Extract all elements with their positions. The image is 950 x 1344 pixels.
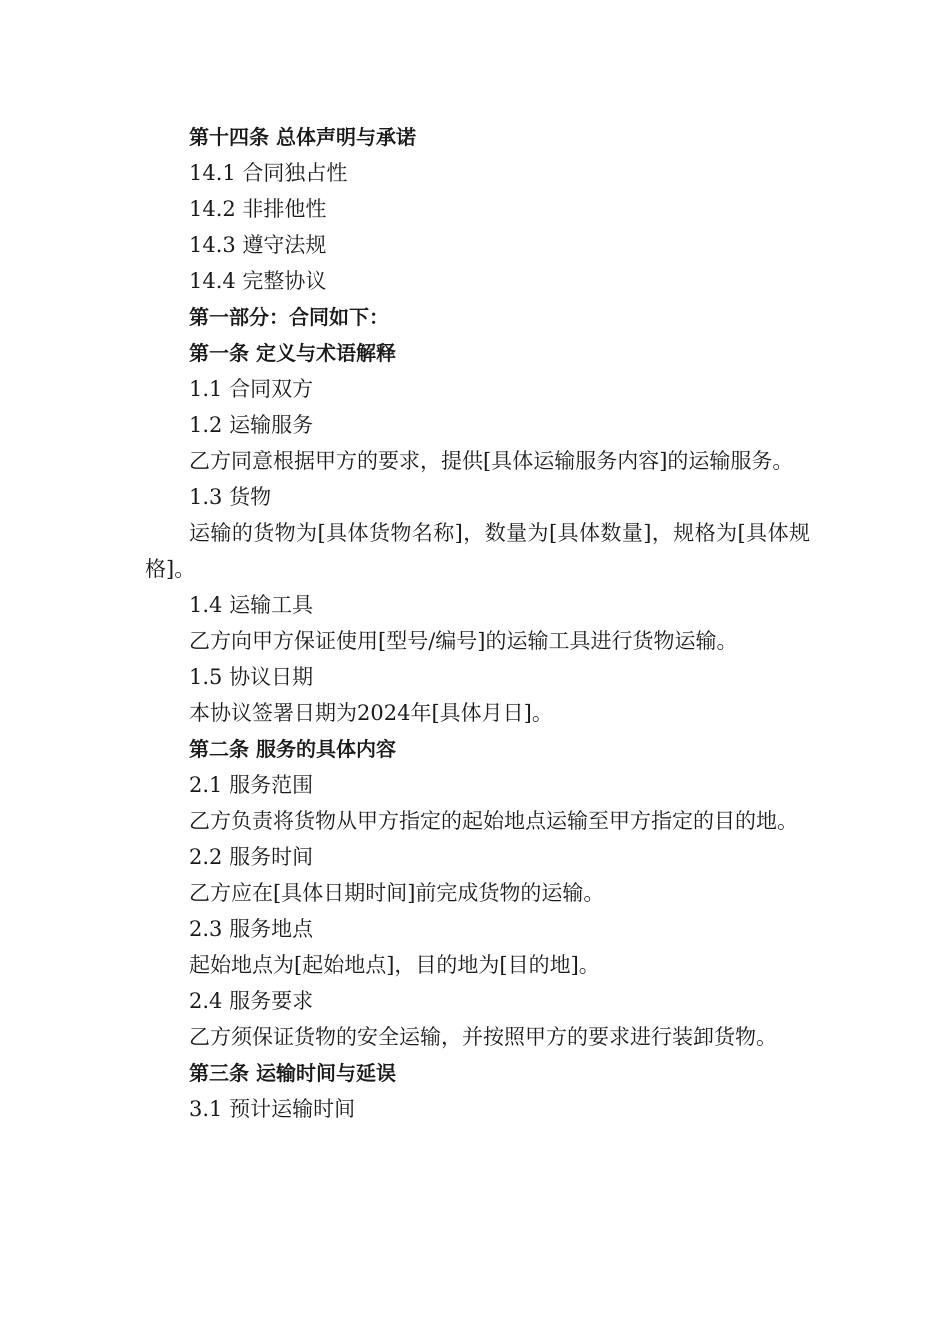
clause-item: 2.3 服务地点: [189, 917, 314, 941]
section-heading: 第一条 定义与术语解释: [189, 341, 396, 365]
clause-item: 14.2 非排他性: [189, 197, 327, 221]
clause-item: 2.4 服务要求: [189, 989, 314, 1013]
section-heading: 第三条 运输时间与延误: [189, 1061, 396, 1085]
clause-text: 乙方须保证货物的安全运输，并按照甲方的要求进行装卸货物。: [189, 1025, 777, 1049]
document-body: [145, 119, 810, 1127]
clause-item: 1.4 运输工具: [189, 593, 314, 617]
clause-paragraph: 乙方负责将货物从甲方指定的起始地点运输至甲方指定的目的地。: [189, 809, 798, 833]
clause-text: 本协议签署日期为2024年[具体月日]。: [189, 701, 553, 725]
clause-item: 1.2 运输服务: [189, 413, 314, 437]
clause-item: 2.2 服务时间: [189, 845, 314, 869]
clause-item: 3.1 预计运输时间: [189, 1097, 356, 1121]
clause-item: 14.1 合同独占性: [189, 161, 348, 185]
clause-text: 乙方应在[具体日期时间]前完成货物的运输。: [189, 881, 605, 905]
clause-text: 起始地点为[起始地点]，目的地为[目的地]。: [189, 953, 600, 977]
part-heading: 第一部分：合同如下：: [189, 305, 389, 329]
clause-item: 14.3 遵守法规: [189, 233, 327, 257]
section-heading: 第二条 服务的具体内容: [189, 737, 396, 761]
section-heading: 第十四条 总体声明与承诺: [189, 125, 416, 149]
clause-item: 1.5 协议日期: [189, 665, 314, 689]
clause-item: 1.3 货物: [189, 485, 272, 509]
clause-item: 2.1 服务范围: [189, 773, 314, 797]
clause-paragraph: 乙方同意根据甲方的要求，提供[具体运输服务内容]的运输服务。: [189, 449, 794, 473]
clause-item: 1.1 合同双方: [189, 377, 314, 401]
clause-item: 14.4 完整协议: [189, 269, 327, 293]
clause-paragraph: 运输的货物为[具体货物名称]，数量为[具体数量]，规格为[具体规格]。: [145, 521, 810, 581]
clause-text: 乙方向甲方保证使用[型号/编号]的运输工具进行货物运输。: [189, 629, 738, 653]
